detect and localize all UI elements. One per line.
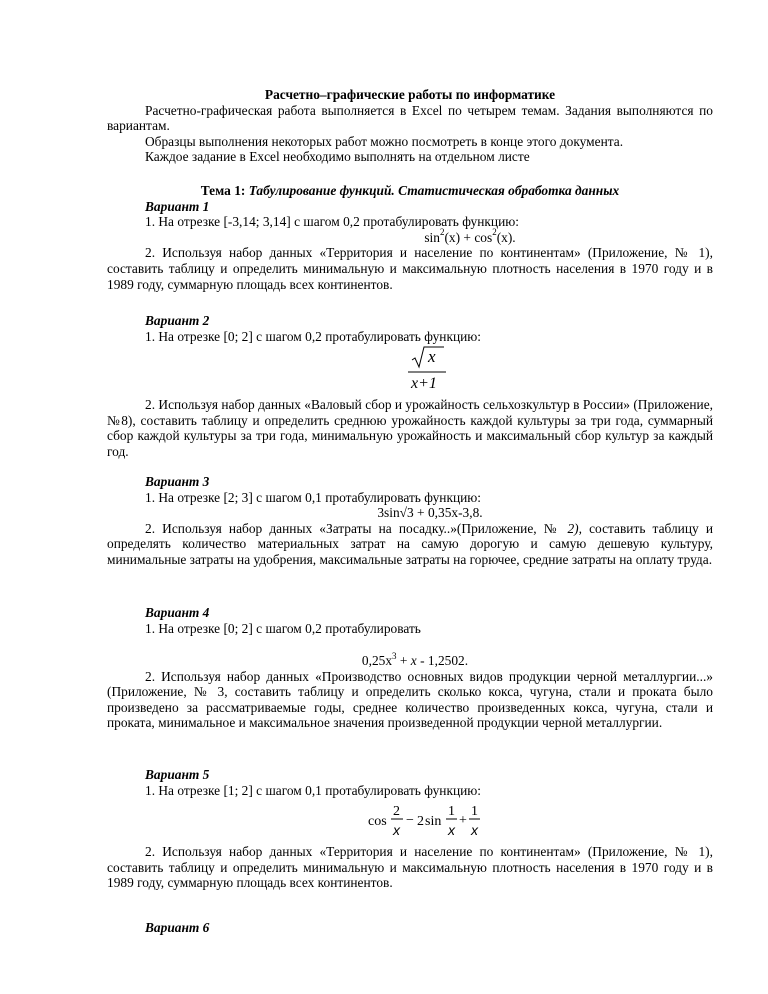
task-1: 1. На отрезке [1; 2] с шагом 0,1 протабулировать функцию: [145,782,482,798]
svg-text:2: 2 [417,814,424,829]
intro-section [107,87,713,165]
variant-3-section [107,474,713,568]
variant-1-section [107,183,713,292]
svg-text:cos: cos [368,814,387,829]
variant-heading: Вариант 6 [145,920,210,935]
svg-text:−: − [406,813,414,828]
variant-5-section [107,767,713,798]
formula: $\sin^2(x) + \cos^2(x)$. [424,227,516,245]
variant-6-section [107,920,713,936]
task-2: 2. Используя набор данных «Территория и население по континентам» (Приложение, № 1), составить таблицу и определить минимальную и максимальную плотность населения в 1970 году и в 1989 году, суммарную площадь всех континентов. [107,844,713,891]
intro-paragraph: Расчетно-графическая работа выполняется в Excel по четырем темам. Задания выполняются по вариантам. [107,102,713,134]
task-2: 2. Используя набор данных «Производство основных видов продукции черной металлургии...» (Приложение, № 3, составить таблицу и определить сколько кокса, чугуна, стали и проката было произведено за рассматриваемые годы, среднее количество произведенных кокса, чугуна, стали и проката, минимальное и максимальное значения произведенной продукции черной металлургии. [107,668,713,731]
denominator: x+1 [411,375,437,392]
formula-trig-fraction [368,800,488,840]
task-2: 2. Используя набор данных «Валовый сбор и урожайность сельхозкультур в России» (Приложение, №8), составить таблицу и определить среднюю урожайность каждой культуры за три года, суммарный сбор каждой культуры за три года, минимальную урожайность и максимальный сбор культур за каждый год. [107,397,713,459]
topic-title: Табулирование функций. Статистическая обработка данных [248,183,620,198]
task-1: 1. На отрезке [0; 2] с шагом 0,2 протабулировать [145,620,421,636]
topic-heading [107,183,713,199]
variant-heading: Вариант 3 [145,474,210,489]
intro-sheet-note: Каждое задание в Excel необходимо выполнять на отдельном листе [145,149,530,165]
intro-samples-note: Образцы выполнения некоторых работ можно посмотреть в конце этого документа. [145,133,624,149]
topic-prefix: Тема 1: [200,183,249,198]
svg-text:x: x [471,822,478,838]
variant-4-section [107,605,713,636]
svg-text:+: + [459,813,467,828]
formula-sqrt-fraction [400,342,460,394]
variant-2-task-2 [107,397,713,459]
variant-heading: Вариант 1 [145,198,210,214]
svg-text:x: x [393,822,400,838]
formula: $0,25x^3 + x - 1,2502$. [361,650,469,668]
svg-text:2: 2 [393,804,400,819]
formula: 3sin√3 + 0,35x-3,8. [377,505,483,521]
svg-text:1: 1 [448,804,455,819]
task-1: 1. На отрезке [-3,14; 3,14] с шагом 0,2 протабулировать функцию: [145,214,519,230]
svg-text:x: x [448,822,455,838]
task-2: 2. Используя набор данных «Затраты на посадку..»(Приложение, № 2), составить таблицу и определять количество материальных затрат на самую дорогую и самую дешевую культуру, минимальные затраты на удобрения, максимальные затраты на горючее, средние затраты на оплату труда. [107,520,714,567]
task-1: 1. На отрезке [2; 3] с шагом 0,1 протабулировать функцию: [145,489,482,505]
variant-2-section [107,313,713,344]
task-1: 1. На отрезке [0; 2] с шагом 0,2 протабулировать функцию: [145,328,482,344]
numerator: x [428,347,436,366]
variant-4-formula-block [107,650,713,731]
svg-text:sin: sin [425,814,442,829]
variant-heading: Вариант 2 [145,313,210,328]
svg-text:1: 1 [471,804,478,819]
variant-heading: Вариант 5 [145,767,210,782]
task-2: 2. Используя набор данных «Территория и население по континентам» (Приложение, № 1), составить таблицу и определить минимальную и максимальную плотность населения в 1970 году и в 1989 году, суммарную площадь всех континентов. [107,245,713,292]
variant-heading: Вариант 4 [145,605,210,620]
variant-5-task-2 [107,844,713,891]
document-title: Расчетно–графические работы по информатике [264,87,556,102]
